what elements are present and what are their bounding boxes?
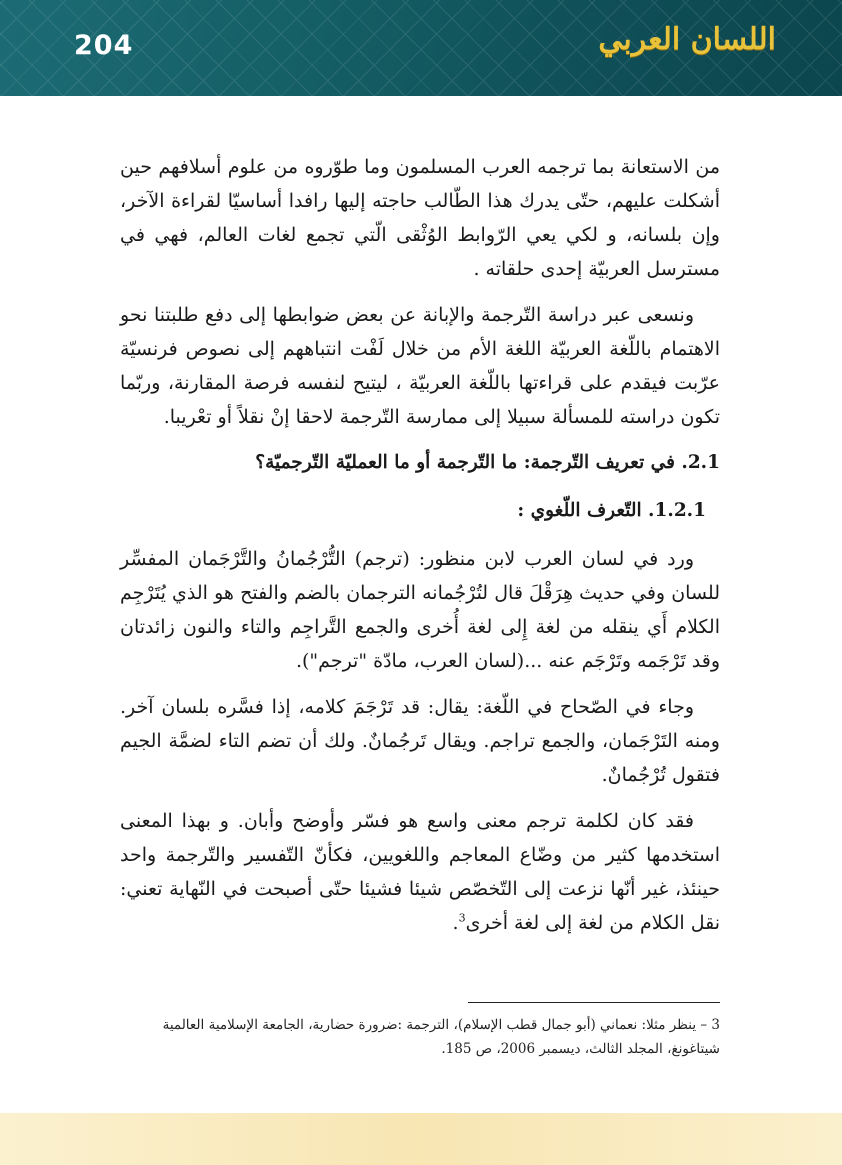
section-heading: 2.1. في تعريف التّرجمة: ما التّرجمة أو ما العمليّة التّرجميّة؟ bbox=[255, 452, 720, 473]
paragraph-1: من الاستعانة بما ترجمه العرب المسلمون وما طوّروه من علوم أسلافهم حين أشكلت عليهم، حتّى يدرك هذا الطّالب حاجته إليها رافدا أساسيّا لقراءة الآخر، وإن بلسانه، و لكي يعي الرّوابط الوُثْقى الّتي تجمع لغات العالم، فهي في مسترسل العربيّة إحدى حلقاته . bbox=[120, 156, 720, 280]
page-header bbox=[0, 0, 842, 96]
footnote-separator bbox=[468, 1002, 720, 1003]
paragraph-2: ونسعى عبر دراسة التّرجمة والإبانة عن بعض ضوابطها إلى دفع طلبتنا نحو الاهتمام باللّغة العربيّة اللغة الأم من خلال لَفْت انتباههم إلى نصوص فرنسيّة عرّبت فيقدم على قراءتها باللّغة العربيّة ، ليتيح لنفسه فرصة المقارنة، وربّما تكون دراسته للمسألة سبيلا إلى ممارسة التّرجمة لاحقا إنْ نقلاً أو تعْريبا. bbox=[120, 304, 720, 428]
paragraph-5-text: فقد كان لكلمة ترجم معنى واسع هو فسّر وأوضح وأبان. و بهذا المعنى استخدمها كثير من وضّاع المعاجم واللغويين، فكأنّ التّفسير والتّرجمة واحد حينئذ، غير أنّها نزعت إلى التّخصّص شيئا فشيئا حتّى أصبحت في النّهاية تعني: نقل الكلام من لغة إلى لغة أخرى bbox=[120, 810, 720, 934]
journal-logo: اللسان العربي bbox=[598, 22, 776, 57]
subsection-heading: 1.2.1. التّعرف اللّغوي : bbox=[517, 500, 706, 521]
paragraph-4: وجاء في الصّحاح في اللّغة: يقال: قد تَرْجَمَ كلامه، إذا فسَّره بلسان آخر. ومنه التَرْجَمان، والجمع تراجم. ويقال تَرجُمانٌ. ولك أن تضم التاء لضمَّة الجيم فتقول تُرْجُمانٌ. bbox=[120, 696, 720, 786]
page-number: 204 bbox=[74, 30, 134, 61]
paragraph-3: ورد في لسان العرب لابن منظور: (ترجم) التُّرْجُمانُ والتَّرْجَمان المفسِّر للسان وفي حديث هِرَقْلَ قال لتُرْجُمانه الترجمان بالضم والفتح هو الذي يُتَرْجِم الكلام أَي ينقله من لغة إِلى لغة أُخرى والجمع التَّراجِم والتاء والنون زائدتان وقد تَرْجَمه وتَرْجَم عنه ...(لسان العرب، مادّة "ترجم"). bbox=[120, 548, 720, 672]
paragraph-5: فقد كان لكلمة ترجم معنى واسع هو فسّر وأوضح وأبان. و بهذا المعنى استخدمها كثير من وضّاع المعاجم واللغويين، فكأنّ التّفسير والتّرجمة واحد حينئذ، غير أنّها نزعت إلى التّخصّص شيئا فشيئا حتّى أصبحت في النّهاية تعني: نقل الكلام من لغة إلى لغة أخرى$^3$. bbox=[120, 810, 720, 934]
article-body bbox=[120, 150, 720, 952]
footnote-reference: 3 bbox=[458, 911, 466, 925]
footer-band bbox=[0, 1113, 842, 1165]
footnote: 3 – ينظر مثلا: نعماني (أبو جمال قطب الإسلام)، الترجمة :ضرورة حضارية، الجامعة الإسلامية العالمية شيتاغونغ، المجلد الثالث، ديسمبر 2006، ص 185. bbox=[162, 1017, 720, 1057]
